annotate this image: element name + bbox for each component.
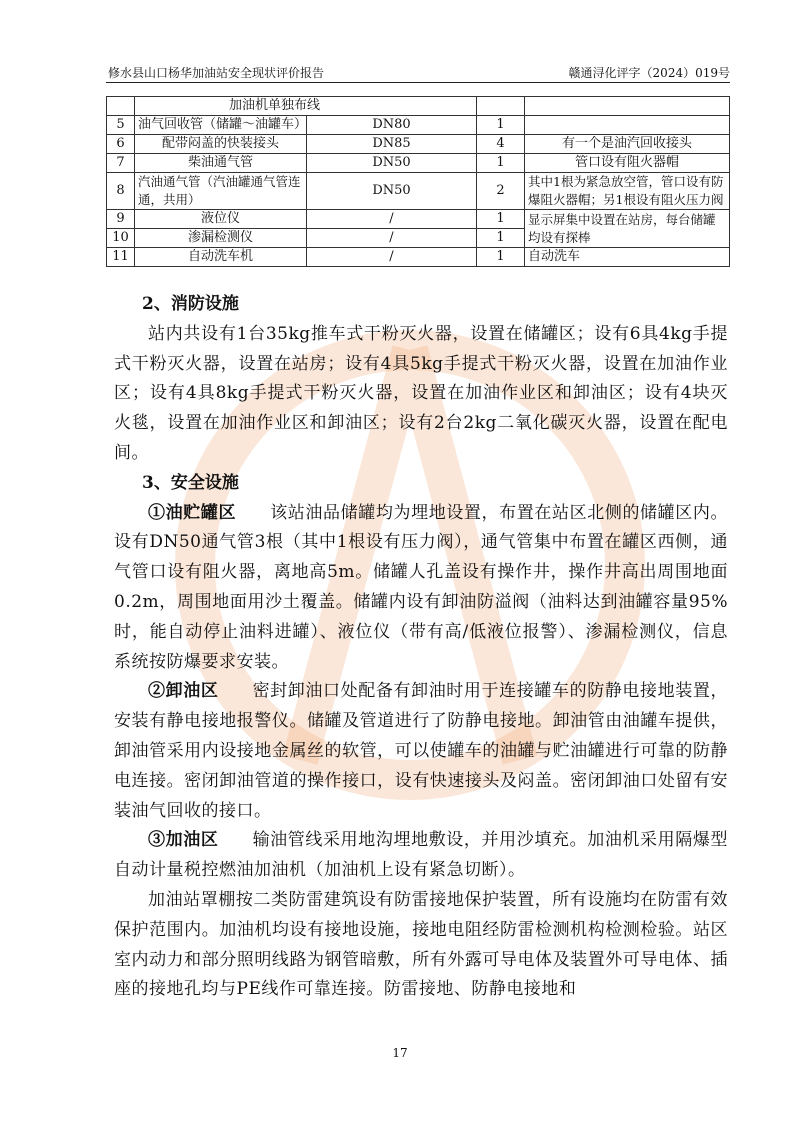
row-spec: DN50 (307, 173, 477, 210)
row-name: 柴油通气管 (135, 154, 307, 173)
report-title: 修水县山口杨华加油站安全现状评价报告 (108, 66, 325, 80)
table-row (107, 173, 730, 210)
row-spec: / (307, 229, 477, 248)
row-name: 油气回收管（储罐～油罐车） (135, 116, 307, 135)
row-spec: DN80 (307, 116, 477, 135)
paragraph (114, 499, 728, 678)
paragraph-text: 该站油品储罐均为埋地设置，布置在站区北侧的储罐区内。设有DN50通气管3根（其中1根设有压力阀），通气管集中布置在罐区西侧，通气管口设有阻火器，离地高5m。储罐人孔盖设有操作井，操作井高出周围地面0.2m，周围地面用沙土覆盖。储罐内设有卸油防溢阀（油料达到油罐容量95%时，能自动停止油料进罐）、液位仪（带有高/低液位报警）、渗漏检测仪，信息系统按防爆要求安装。 (114, 502, 729, 672)
row-note: 显示屏集中设置在站房，每台储罐均设有探棒 (525, 210, 730, 248)
row-qty: 1 (477, 116, 525, 135)
row-no: 10 (107, 229, 135, 248)
row-note: 管口设有阻火器帽 (525, 154, 730, 173)
row-no: 11 (107, 248, 135, 267)
paragraph (114, 826, 728, 886)
row-note: 有一个是油汽回收接头 (525, 135, 730, 154)
row-qty: 1 (477, 210, 525, 229)
facilities-table (106, 96, 730, 267)
subsection-label: ②卸油区 (148, 681, 219, 702)
row-spec: DN50 (307, 154, 477, 173)
table-row (107, 154, 730, 173)
table-row (107, 116, 730, 135)
paragraph (114, 677, 728, 826)
row-qty: 1 (477, 229, 525, 248)
row-no: 8 (107, 173, 135, 210)
table-row (107, 248, 730, 267)
row-no: 6 (107, 135, 135, 154)
page-header (106, 62, 730, 83)
row-note (525, 116, 730, 135)
row-name: 配带闷盖的快装接头 (135, 135, 307, 154)
row-no: 7 (107, 154, 135, 173)
row-qty: 2 (477, 173, 525, 210)
paragraph-text: 输油管线采用地沟埋地敷设，并用沙填充。加油机采用隔爆型自动计量税控燃油加油机（加油机上设有紧急切断）。 (114, 830, 729, 881)
row-name: 自动洗车机 (135, 248, 307, 267)
table-row (107, 210, 730, 229)
paragraph: 加油站罩棚按二类防雷建筑设有防雷接地保护装置，所有设施均在防雷有效保护范围内。加油机均设有接地设施，接地电阻经防雷检测机构检测检验。站区室内动力和部分照明线路为钢管暗敷，所有外露可导电体及装置外可导电体、插座的接地孔均与PE线作可靠连接。防雷接地、防静电接地和 (114, 889, 728, 1000)
paragraph: 站内共设有1台35kg推车式干粉灭火器，设置在储罐区；设有6具4kg手提式干粉灭火器，设置在站房；设有4具5kg手提式干粉灭火器，设置在加油作业区；设有4具8kg手提式干粉灭火器，设置在加油作业区和卸油区；设有4块灭火毯，设置在加油作业区和卸油区；设有2台2kg二氧化碳灭火器，设置在配电间。 (114, 323, 728, 463)
subsection-label: ③加油区 (148, 830, 219, 851)
section-heading: 3、安全设施 (142, 472, 239, 493)
row-name: 渗漏检测仪 (135, 229, 307, 248)
table-row (107, 97, 730, 116)
body-text (114, 290, 728, 1005)
row-spec: DN85 (307, 135, 477, 154)
row-note: 自动洗车 (525, 248, 730, 267)
row-name: 汽油通气管（汽油罐通气管连通，共用） (135, 173, 307, 210)
row-qty: 1 (477, 248, 525, 267)
row-no: 5 (107, 116, 135, 135)
continued-cell: 加油机单独布线 (135, 97, 477, 116)
report-number: 赣通浔化评字（2024）019号 (568, 66, 730, 80)
paragraph-text: 密封卸油口处配备有卸油时用于连接罐车的防静电接地装置，安装有静电接地报警仪。储罐及管道进行了防静电接地。卸油管由油罐车提供，卸油管采用内设接地金属丝的软管，可以使罐车的油罐与贮油罐进行可靠的防静电连接。密闭卸油管道的操作接口，设有快速接头及闷盖。密闭卸油口处留有安装油气回收的接口。 (114, 681, 729, 821)
row-note: 其中1根为紧急放空管，管口设有防爆阻火器帽；另1根设有阻火压力阀 (525, 173, 730, 210)
row-qty: 4 (477, 135, 525, 154)
page-number: 17 (392, 1046, 408, 1060)
row-spec: / (307, 248, 477, 267)
row-no: 9 (107, 210, 135, 229)
row-qty: 1 (477, 154, 525, 173)
table-row (107, 135, 730, 154)
section-heading: 2、消防设施 (142, 294, 239, 314)
row-spec: / (307, 210, 477, 229)
subsection-label: ①油贮罐区 (148, 502, 237, 523)
row-name: 液位仪 (135, 210, 307, 229)
